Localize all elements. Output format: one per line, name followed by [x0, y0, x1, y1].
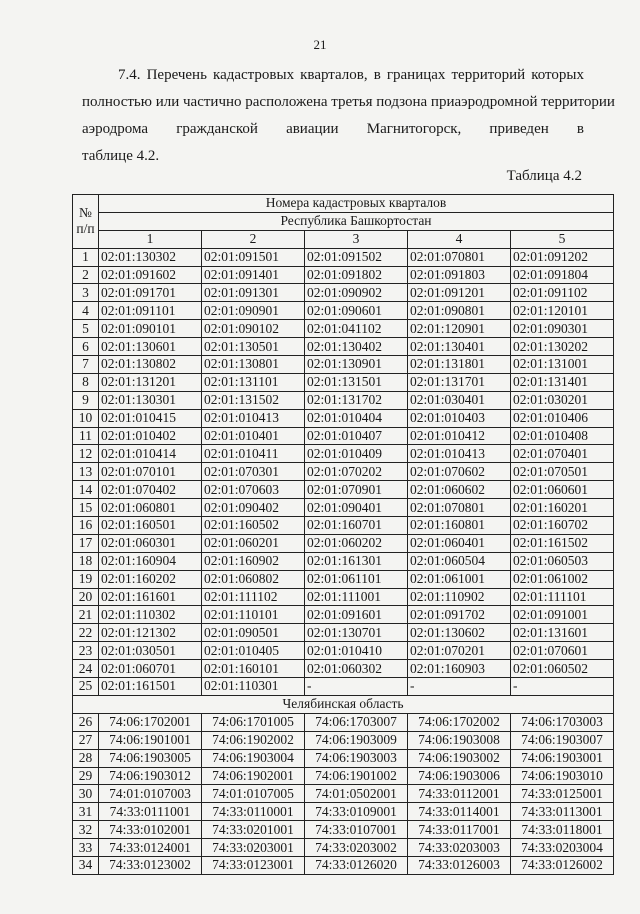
cadastral-cell: 02:01:091101 [99, 302, 202, 320]
cadastral-cell: 02:01:010413 [408, 445, 511, 463]
num-header-line1: № [79, 205, 92, 221]
cadastral-cell: 02:01:091802 [305, 266, 408, 284]
page-number: 21 [313, 37, 327, 52]
cadastral-cell: 02:01:091601 [305, 606, 408, 624]
cadastral-cell: 74:33:0102001 [99, 821, 202, 839]
cadastral-cell: 02:01:110302 [99, 606, 202, 624]
cadastral-cell: 02:01:010406 [511, 409, 614, 427]
cadastral-cell: 02:01:070801 [408, 248, 511, 266]
cadastral-cell: 74:33:0203002 [305, 839, 408, 857]
row-number: 28 [73, 749, 99, 767]
intro-paragraph [82, 62, 615, 170]
cadastral-cell: 74:33:0123002 [99, 856, 202, 874]
cadastral-cell: 74:33:0201001 [202, 821, 305, 839]
cadastral-cell: 02:01:160701 [305, 517, 408, 535]
cadastral-cell: 02:01:070401 [511, 445, 614, 463]
row-number: 18 [73, 552, 99, 570]
row-number: 22 [73, 624, 99, 642]
cadastral-cell: 02:01:060801 [99, 499, 202, 517]
cadastral-cell: 74:06:1901001 [99, 731, 202, 749]
cadastral-cell: 02:01:131101 [202, 373, 305, 391]
cadastral-cell: 02:01:130601 [99, 338, 202, 356]
cadastral-cell: - [408, 678, 511, 696]
table-row [73, 445, 614, 463]
cadastral-cell: 74:06:1903005 [99, 749, 202, 767]
cadastral-cell: 74:01:0107005 [202, 785, 305, 803]
cadastral-cell: 02:01:070603 [202, 481, 305, 499]
cadastral-cell: 02:01:010414 [99, 445, 202, 463]
cadastral-cell: 02:01:111102 [202, 588, 305, 606]
cadastral-cell: 02:01:010408 [511, 427, 614, 445]
cadastral-cell: 02:01:090402 [202, 499, 305, 517]
row-number: 32 [73, 821, 99, 839]
cadastral-cell: 02:01:111101 [511, 588, 614, 606]
row-number: 8 [73, 373, 99, 391]
column-header: 4 [408, 230, 511, 248]
cadastral-cell: 02:01:070601 [511, 642, 614, 660]
cadastral-cell: 74:01:0502001 [305, 785, 408, 803]
table-row [73, 373, 614, 391]
cadastral-cell: 02:01:130401 [408, 338, 511, 356]
cadastral-cell: 02:01:130701 [305, 624, 408, 642]
cadastral-cell: 02:01:131601 [511, 624, 614, 642]
cadastral-cell: 74:06:1701005 [202, 713, 305, 731]
cadastral-cell: 02:01:131001 [511, 356, 614, 374]
cadastral-cell: 02:01:060504 [408, 552, 511, 570]
table-row [73, 534, 614, 552]
row-number: 7 [73, 356, 99, 374]
cadastral-cell: - [305, 678, 408, 696]
cadastral-cell: 74:33:0117001 [408, 821, 511, 839]
paragraph-line-1: 7.4. Перечень кадастровых кварталов, в границах территорий которых [118, 67, 584, 83]
cadastral-cell: 02:01:131702 [305, 391, 408, 409]
row-number: 20 [73, 588, 99, 606]
table-row [73, 517, 614, 535]
cadastral-cell: 74:06:1903002 [408, 749, 511, 767]
cadastral-cell: 74:33:0109001 [305, 803, 408, 821]
cadastral-table [72, 194, 614, 875]
table-row [73, 803, 614, 821]
row-number: 25 [73, 678, 99, 696]
cadastral-cell: 02:01:090301 [511, 320, 614, 338]
cadastral-cell: 74:33:0107001 [305, 821, 408, 839]
row-number: 9 [73, 391, 99, 409]
cadastral-cell: 74:06:1703003 [511, 713, 614, 731]
cadastral-cell: 02:01:131701 [408, 373, 511, 391]
row-number: 1 [73, 248, 99, 266]
cadastral-cell: 02:01:061002 [511, 570, 614, 588]
cadastral-cell: 74:06:1903012 [99, 767, 202, 785]
cadastral-cell: 02:01:060202 [305, 534, 408, 552]
row-number: 30 [73, 785, 99, 803]
column-header: 5 [511, 230, 614, 248]
table-caption: Таблица 4.2 [506, 168, 582, 184]
cadastral-cell: 02:01:160501 [99, 517, 202, 535]
table-row [73, 320, 614, 338]
cadastral-cell: 02:01:010407 [305, 427, 408, 445]
table-row [73, 552, 614, 570]
cadastral-cell: 74:33:0203003 [408, 839, 511, 857]
cadastral-cell: 02:01:160202 [99, 570, 202, 588]
table-row [73, 624, 614, 642]
column-header: 2 [202, 230, 305, 248]
cadastral-cell: 02:01:130402 [305, 338, 408, 356]
cadastral-cell: 74:06:1903009 [305, 731, 408, 749]
cadastral-cell: 02:01:091701 [99, 284, 202, 302]
row-number: 4 [73, 302, 99, 320]
cadastral-cell: 02:01:091702 [408, 606, 511, 624]
cadastral-cell: 02:01:130301 [99, 391, 202, 409]
cadastral-cell: 02:01:010415 [99, 409, 202, 427]
cadastral-cell: 02:01:130202 [511, 338, 614, 356]
cadastral-cell: 02:01:010404 [305, 409, 408, 427]
main-header: Номера кадастровых кварталов [99, 195, 614, 213]
table-row [73, 499, 614, 517]
cadastral-cell: 02:01:130602 [408, 624, 511, 642]
cadastral-cell: 02:01:120901 [408, 320, 511, 338]
cadastral-cell: 74:33:0111001 [99, 803, 202, 821]
cadastral-cell: 02:01:010403 [408, 409, 511, 427]
cadastral-cell: 02:01:091001 [511, 606, 614, 624]
region-header-chelyabinsk: Челябинская область [73, 695, 614, 713]
cadastral-cell: 02:01:111001 [305, 588, 408, 606]
cadastral-cell: 02:01:160502 [202, 517, 305, 535]
table-row [73, 588, 614, 606]
cadastral-cell: 02:01:091202 [511, 248, 614, 266]
cadastral-cell: 02:01:160101 [202, 660, 305, 678]
cadastral-cell: 02:01:091602 [99, 266, 202, 284]
table-row [73, 338, 614, 356]
cadastral-cell: 02:01:010402 [99, 427, 202, 445]
cadastral-cell: 02:01:070201 [408, 642, 511, 660]
table-row [73, 427, 614, 445]
cadastral-cell: 02:01:091803 [408, 266, 511, 284]
cadastral-cell: 02:01:161502 [511, 534, 614, 552]
cadastral-cell: 02:01:061001 [408, 570, 511, 588]
table-row [73, 606, 614, 624]
cadastral-cell: 02:01:060601 [511, 481, 614, 499]
row-number: 16 [73, 517, 99, 535]
cadastral-cell: 74:06:1703007 [305, 713, 408, 731]
cadastral-cell: 02:01:161301 [305, 552, 408, 570]
cadastral-cell: 02:01:060502 [511, 660, 614, 678]
cadastral-cell: 02:01:160801 [408, 517, 511, 535]
cadastral-cell: 02:01:070202 [305, 463, 408, 481]
cadastral-cell: 02:01:090102 [202, 320, 305, 338]
column-header: 1 [99, 230, 202, 248]
table-row [73, 821, 614, 839]
cadastral-cell: 02:01:160904 [99, 552, 202, 570]
cadastral-cell: 02:01:130302 [99, 248, 202, 266]
cadastral-cell: 02:01:010401 [202, 427, 305, 445]
cadastral-cell: 74:06:1902002 [202, 731, 305, 749]
row-number: 6 [73, 338, 99, 356]
table-row [73, 785, 614, 803]
cadastral-cell: 02:01:090901 [202, 302, 305, 320]
cadastral-cell: 74:33:0126003 [408, 856, 511, 874]
cadastral-cell: 02:01:060301 [99, 534, 202, 552]
table-row [73, 570, 614, 588]
row-number: 24 [73, 660, 99, 678]
cadastral-cell: 02:01:010412 [408, 427, 511, 445]
cadastral-cell: 02:01:060401 [408, 534, 511, 552]
cadastral-cell: 02:01:010409 [305, 445, 408, 463]
row-number: 31 [73, 803, 99, 821]
table-row [73, 839, 614, 857]
cadastral-cell: 02:01:110902 [408, 588, 511, 606]
cadastral-cell: 02:01:090401 [305, 499, 408, 517]
cadastral-cell: 02:01:110301 [202, 678, 305, 696]
cadastral-cell: 02:01:131501 [305, 373, 408, 391]
row-number: 26 [73, 713, 99, 731]
table-row [73, 856, 614, 874]
row-number: 12 [73, 445, 99, 463]
row-number: 17 [73, 534, 99, 552]
cadastral-cell: 74:33:0114001 [408, 803, 511, 821]
cadastral-cell: 02:01:120101 [511, 302, 614, 320]
cadastral-cell: 74:33:0203001 [202, 839, 305, 857]
cadastral-cell: 02:01:090601 [305, 302, 408, 320]
cadastral-cell: 02:01:110101 [202, 606, 305, 624]
cadastral-cell: 74:06:1702002 [408, 713, 511, 731]
cadastral-cell: 02:01:160902 [202, 552, 305, 570]
row-number: 34 [73, 856, 99, 874]
paragraph-line-2: полностью или частично расположена третья подзона приаэродромной территории [82, 94, 615, 110]
cadastral-cell: 02:01:161501 [99, 678, 202, 696]
cadastral-cell: 02:01:091301 [202, 284, 305, 302]
num-header [73, 195, 99, 249]
cadastral-cell: 02:01:070101 [99, 463, 202, 481]
cadastral-cell: 74:33:0113001 [511, 803, 614, 821]
cadastral-cell: 02:01:070801 [408, 499, 511, 517]
cadastral-cell: 02:01:010410 [305, 642, 408, 660]
cadastral-cell: 02:01:121302 [99, 624, 202, 642]
cadastral-cell: 02:01:060701 [99, 660, 202, 678]
row-number: 15 [73, 499, 99, 517]
cadastral-cell: 02:01:041102 [305, 320, 408, 338]
region-header-bashkortostan: Республика Башкортостан [99, 212, 614, 230]
cadastral-cell: 02:01:070301 [202, 463, 305, 481]
cadastral-cell: 74:06:1903004 [202, 749, 305, 767]
cadastral-cell: 02:01:091401 [202, 266, 305, 284]
region-row [73, 695, 614, 713]
cadastral-cell: 02:01:131801 [408, 356, 511, 374]
row-number: 14 [73, 481, 99, 499]
cadastral-cell: 02:01:090902 [305, 284, 408, 302]
row-number: 5 [73, 320, 99, 338]
row-number: 10 [73, 409, 99, 427]
cadastral-cell: 02:01:130801 [202, 356, 305, 374]
cadastral-cell: 74:06:1901002 [305, 767, 408, 785]
table-row [73, 749, 614, 767]
table-row [73, 767, 614, 785]
table-row [73, 481, 614, 499]
column-header: 3 [305, 230, 408, 248]
cadastral-cell: 74:06:1903003 [305, 749, 408, 767]
cadastral-cell: 02:01:010405 [202, 642, 305, 660]
table-row [73, 731, 614, 749]
row-number: 2 [73, 266, 99, 284]
cadastral-cell: 02:01:091502 [305, 248, 408, 266]
cadastral-cell: 74:33:0112001 [408, 785, 511, 803]
cadastral-cell: 74:06:1903008 [408, 731, 511, 749]
paragraph-line-3: аэродрома гражданской авиации Магнитогорск, приведен в [82, 121, 584, 137]
table-row [73, 678, 614, 696]
cadastral-cell: 02:01:090801 [408, 302, 511, 320]
cadastral-cell: 02:01:091102 [511, 284, 614, 302]
cadastral-cell: 02:01:010413 [202, 409, 305, 427]
cadastral-cell: 02:01:090101 [99, 320, 202, 338]
cadastral-cell: 74:06:1902001 [202, 767, 305, 785]
cadastral-cell: 74:06:1903010 [511, 767, 614, 785]
cadastral-cell: 02:01:070501 [511, 463, 614, 481]
table-row [73, 266, 614, 284]
cadastral-cell: 74:33:0124001 [99, 839, 202, 857]
row-number: 11 [73, 427, 99, 445]
table-row [73, 302, 614, 320]
cadastral-cell: 74:33:0110001 [202, 803, 305, 821]
row-number: 27 [73, 731, 99, 749]
row-number: 23 [73, 642, 99, 660]
table-row [73, 409, 614, 427]
cadastral-cell: 02:01:091501 [202, 248, 305, 266]
num-header-line2: п/п [76, 221, 95, 237]
table-row [73, 391, 614, 409]
cadastral-cell: 74:06:1903006 [408, 767, 511, 785]
row-number: 33 [73, 839, 99, 857]
table-row [73, 284, 614, 302]
cadastral-cell: 02:01:130501 [202, 338, 305, 356]
cadastral-cell: 02:01:070402 [99, 481, 202, 499]
cadastral-cell: 02:01:090501 [202, 624, 305, 642]
cadastral-cell: 02:01:060802 [202, 570, 305, 588]
cadastral-cell: - [511, 678, 614, 696]
paragraph-line-4: таблице 4.2. [82, 148, 160, 164]
cadastral-cell: 02:01:131201 [99, 373, 202, 391]
cadastral-cell: 02:01:091804 [511, 266, 614, 284]
table-row [73, 248, 614, 266]
cadastral-cell: 74:33:0203004 [511, 839, 614, 857]
cadastral-cell: 02:01:030201 [511, 391, 614, 409]
cadastral-cell: 02:01:131502 [202, 391, 305, 409]
cadastral-cell: 74:33:0118001 [511, 821, 614, 839]
row-number: 29 [73, 767, 99, 785]
table-row [73, 642, 614, 660]
cadastral-cell: 02:01:030401 [408, 391, 511, 409]
cadastral-cell: 02:01:060602 [408, 481, 511, 499]
cadastral-cell: 02:01:091201 [408, 284, 511, 302]
cadastral-cell: 74:33:0125001 [511, 785, 614, 803]
cadastral-cell: 02:01:131401 [511, 373, 614, 391]
cadastral-cell: 02:01:061101 [305, 570, 408, 588]
cadastral-cell: 02:01:130802 [99, 356, 202, 374]
cadastral-cell: 02:01:060503 [511, 552, 614, 570]
cadastral-cell: 74:33:0126020 [305, 856, 408, 874]
cadastral-cell: 02:01:160903 [408, 660, 511, 678]
cadastral-cell: 02:01:060302 [305, 660, 408, 678]
cadastral-cell: 02:01:130901 [305, 356, 408, 374]
table-row [73, 660, 614, 678]
cadastral-cell: 02:01:160201 [511, 499, 614, 517]
cadastral-cell: 74:06:1702001 [99, 713, 202, 731]
cadastral-cell: 74:01:0107003 [99, 785, 202, 803]
cadastral-cell: 74:06:1903001 [511, 749, 614, 767]
cadastral-cell: 74:06:1903007 [511, 731, 614, 749]
row-number: 19 [73, 570, 99, 588]
table-row [73, 463, 614, 481]
cadastral-cell: 74:33:0123001 [202, 856, 305, 874]
table-row [73, 356, 614, 374]
row-number: 3 [73, 284, 99, 302]
table-row [73, 713, 614, 731]
cadastral-cell: 02:01:160702 [511, 517, 614, 535]
cadastral-cell: 74:33:0126002 [511, 856, 614, 874]
cadastral-cell: 02:01:030501 [99, 642, 202, 660]
cadastral-cell: 02:01:060201 [202, 534, 305, 552]
cadastral-cell: 02:01:070901 [305, 481, 408, 499]
row-number: 21 [73, 606, 99, 624]
cadastral-cell: 02:01:010411 [202, 445, 305, 463]
cadastral-cell: 02:01:070602 [408, 463, 511, 481]
row-number: 13 [73, 463, 99, 481]
cadastral-cell: 02:01:161601 [99, 588, 202, 606]
